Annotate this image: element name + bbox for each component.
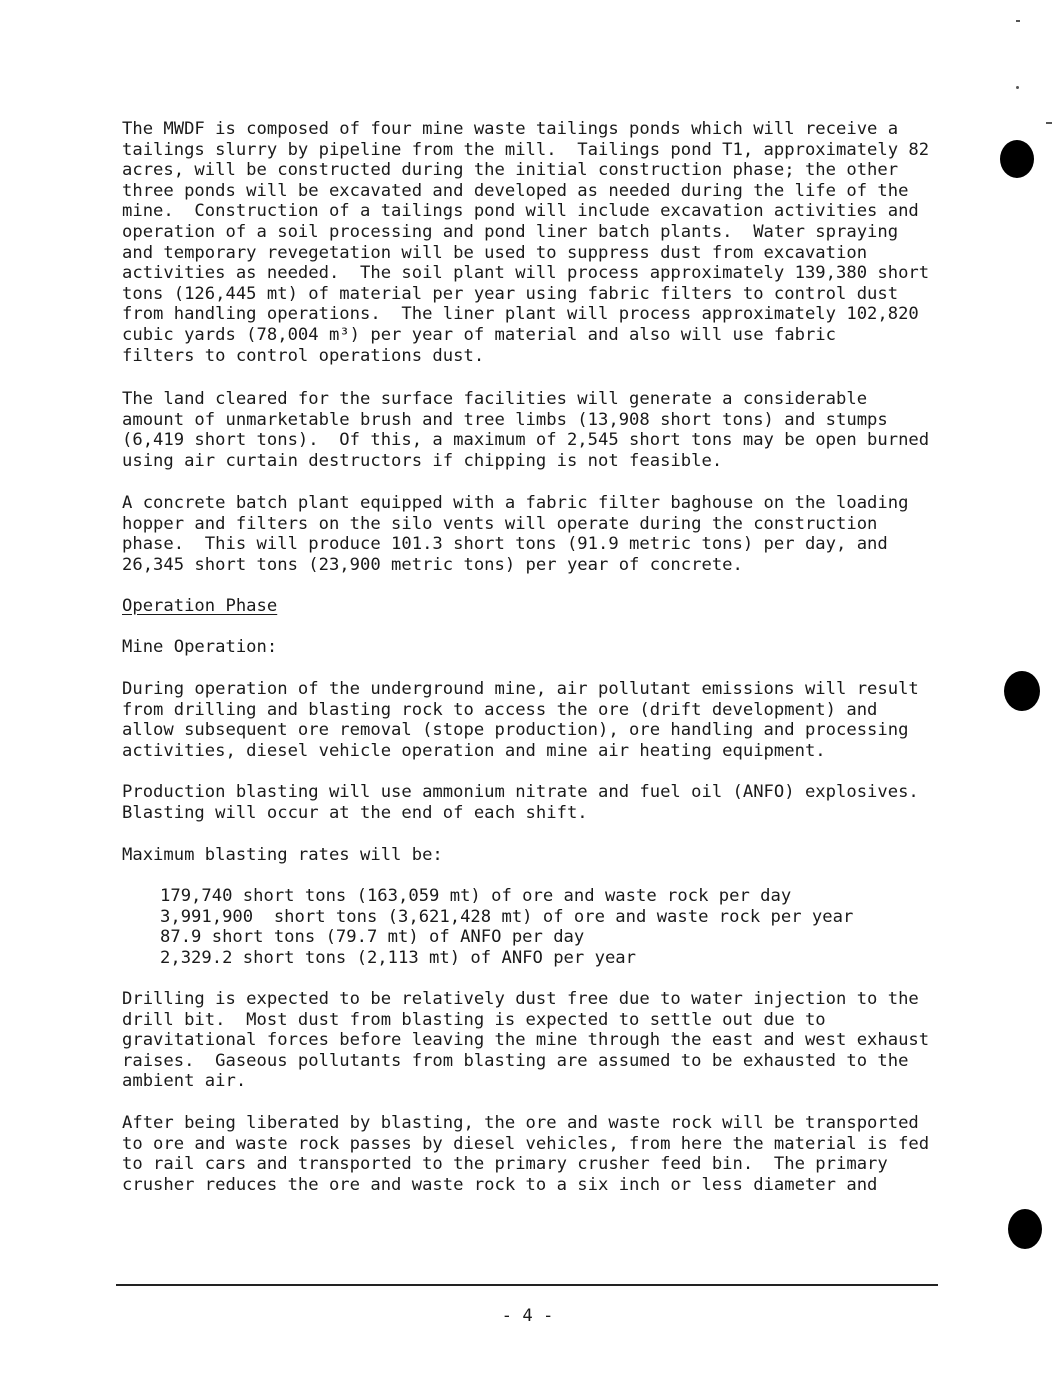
text-line: 26,345 short tons (23,900 metric tons) per year of concrete.: [122, 554, 743, 575]
text-line: to ore and waste rock passes by diesel vehicles, from here the material is fed: [122, 1133, 930, 1154]
binder-hole-icon: [1004, 671, 1040, 711]
text-line: three ponds will be excavated and developed as needed during the life of the: [122, 180, 909, 201]
text-line: During operation of the underground mine, air pollutant emissions will result: [122, 679, 919, 699]
text-line: Drilling is expected to be relatively dust free due to water injection to the: [122, 989, 919, 1009]
text-line: (6,419 short tons). Of this, a maximum of 2,545 short tons may be open burned: [122, 430, 930, 451]
text-line: from handling operations. The liner plant will process approximately 102,820: [122, 304, 919, 325]
list-item: 2,329.2 short tons (2,113 mt) of ANFO per year: [160, 947, 636, 968]
text-line: ambient air.: [122, 1071, 247, 1092]
heading-operation-phase: Operation Phase: [122, 596, 278, 616]
text-line: Maximum blasting rates will be:: [122, 845, 443, 865]
text-line: tailings slurry by pipeline from the mill. Tailings pond T1, approximately 82: [122, 139, 930, 160]
text-line: phase. This will produce 101.3 short tons (91.9 metric tons) per day, and: [122, 534, 888, 555]
text-line: After being liberated by blasting, the ore and waste rock will be transported: [122, 1113, 919, 1133]
text-line: The MWDF is composed of four mine waste tailings ponds which will receive a: [122, 119, 899, 139]
section-heading: [122, 596, 952, 617]
scan-mark-icon: [1016, 86, 1019, 89]
subheading: [122, 637, 952, 658]
scan-mark-icon: [1046, 122, 1052, 124]
paragraph-land-cleared: [122, 389, 952, 471]
text-line: acres, will be constructed during the initial construction phase; the other: [122, 160, 899, 181]
text-line: A concrete batch plant equipped with a fabric filter baghouse on the loading: [122, 493, 909, 513]
text-line: filters to control operations dust.: [122, 345, 485, 366]
text-line: hopper and filters on the silo vents will operate during the construction: [122, 513, 878, 534]
text-line: mine. Construction of a tailings pond will include excavation activities and: [122, 201, 919, 222]
paragraph-production-blasting: [122, 782, 952, 823]
paragraph-mwdf: [122, 119, 952, 366]
text-line: Blasting will occur at the end of each shift.: [122, 802, 588, 823]
paragraph-during-operation: [122, 679, 952, 761]
blasting-rates-list: [160, 886, 920, 968]
list-item: 3,991,900 short tons (3,621,428 mt) of ore and waste rock per year: [160, 906, 854, 927]
heading-mine-operation: Mine Operation:: [122, 637, 278, 657]
text-line: raises. Gaseous pollutants from blasting are assumed to be exhausted to the: [122, 1050, 909, 1071]
footer-rule: [116, 1284, 938, 1286]
text-line: activities as needed. The soil plant will process approximately 139,380 short: [122, 263, 930, 284]
text-line: The land cleared for the surface facilities will generate a considerable: [122, 389, 868, 409]
text-line: allow subsequent ore removal (stope production), ore handling and processing: [122, 720, 909, 741]
paragraph-concrete-plant: [122, 493, 952, 575]
text-line: and temporary revegetation will be used to suppress dust from excavation: [122, 242, 868, 263]
binder-hole-icon: [1000, 140, 1034, 178]
text-line: to rail cars and transported to the primary crusher feed bin. The primary: [122, 1154, 888, 1175]
text-line: activities, diesel vehicle operation and mine air heating equipment.: [122, 740, 826, 761]
list-item: 179,740 short tons (163,059 mt) of ore and waste rock per day: [160, 886, 792, 906]
text-line: drill bit. Most dust from blasting is expected to settle out due to: [122, 1009, 826, 1030]
text-line: operation of a soil processing and pond liner batch plants. Water spraying: [122, 221, 899, 242]
text-line: amount of unmarketable brush and tree limbs (13,908 short tons) and stumps: [122, 409, 888, 430]
text-line: cubic yards (78,004 m³) per year of material and also will use fabric: [122, 324, 836, 345]
binder-hole-icon: [1008, 1209, 1042, 1249]
paragraph-max-rates-intro: [122, 845, 952, 866]
text-line: from drilling and blasting rock to access the ore (drift development) and: [122, 699, 878, 720]
text-line: using air curtain destructors if chipping is not feasible.: [122, 450, 723, 471]
page-number: - 4 -: [501, 1306, 554, 1326]
text-line: gravitational forces before leaving the mine through the east and west exhaust: [122, 1030, 930, 1051]
scan-mark-icon: [1016, 20, 1020, 22]
paragraph-drilling: [122, 989, 952, 1092]
list-item: 87.9 short tons (79.7 mt) of ANFO per day: [160, 927, 585, 948]
text-line: crusher reduces the ore and waste rock to a six inch or less diameter and: [122, 1174, 878, 1195]
text-line: Production blasting will use ammonium nitrate and fuel oil (ANFO) explosives.: [122, 782, 919, 802]
paragraph-after-liberated: [122, 1113, 952, 1195]
text-line: tons (126,445 mt) of material per year using fabric filters to control dust: [122, 283, 899, 304]
